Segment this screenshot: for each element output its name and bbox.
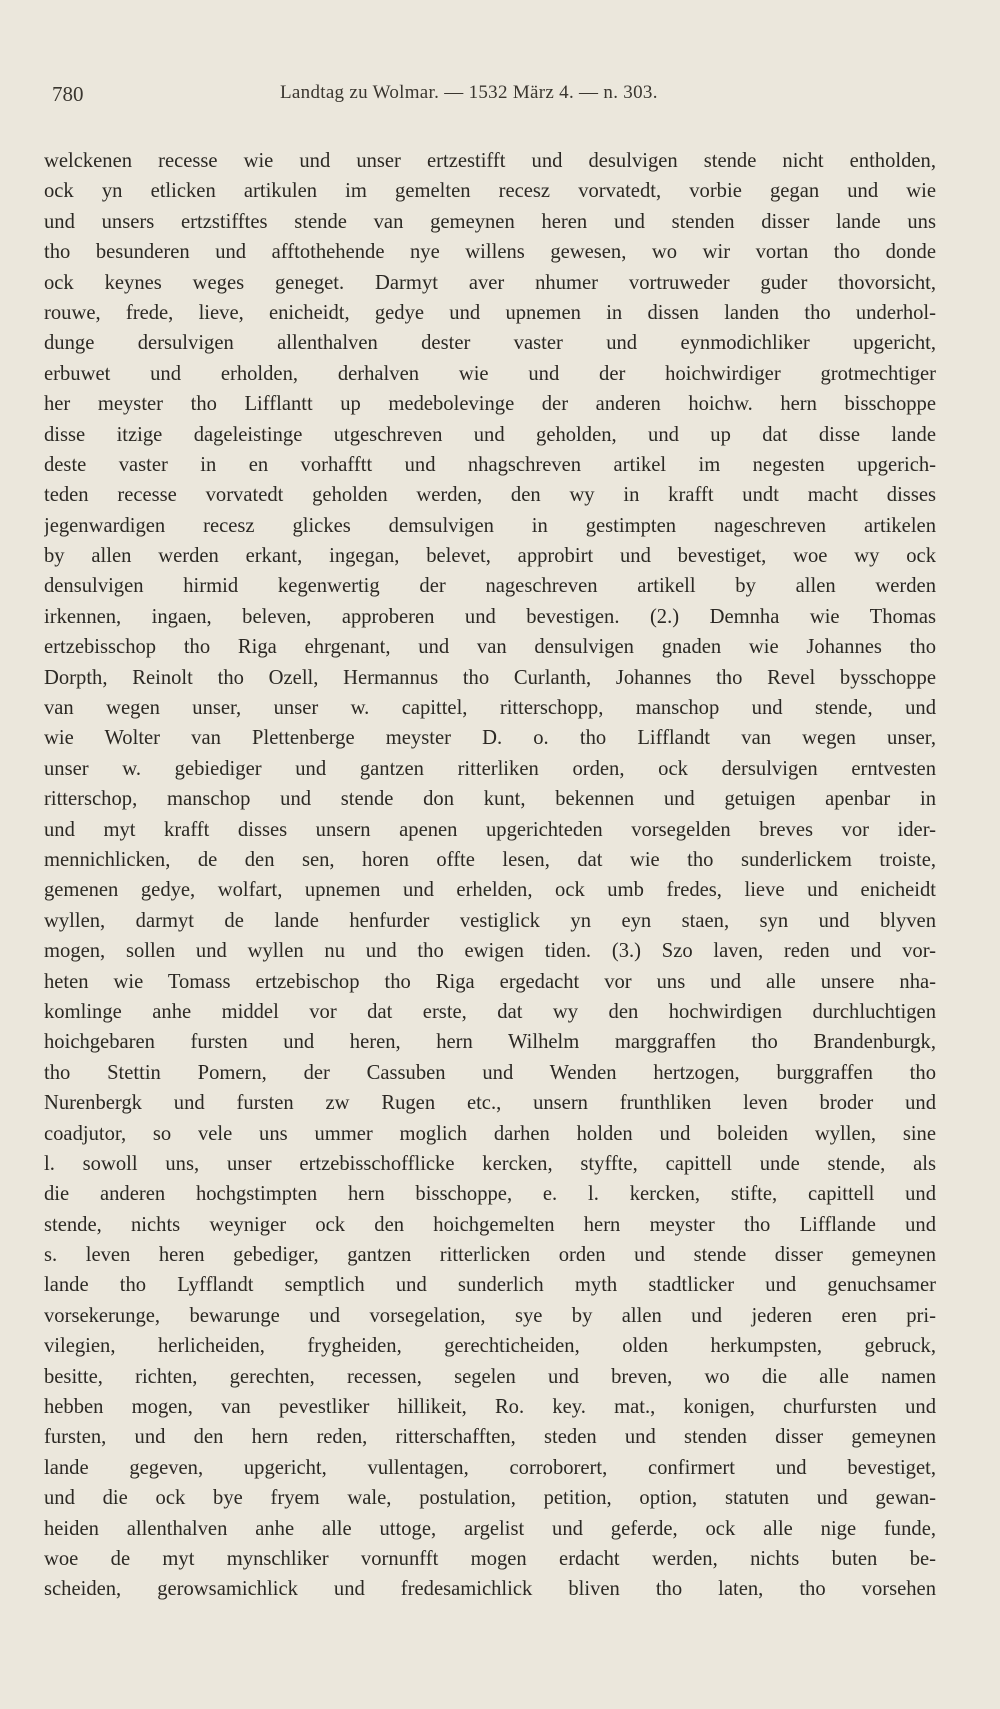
text-line: lande gegeven, upgericht, vullentagen, corroborert, confirmert und bevestiget, bbox=[44, 1456, 936, 1479]
text-line: s. leven heren gebediger, gantzen ritterlicken orden und stende disser gemeynen bbox=[44, 1244, 936, 1267]
text-line: hoichgebaren fursten und heren, hern Wilhelm marggraffen tho Brandenburgk, bbox=[44, 1031, 936, 1054]
text-line: die anderen hochgstimpten hern bisschoppe, e. l. kercken, stifte, capittell und bbox=[44, 1183, 936, 1206]
text-line: irkennen, ingaen, beleven, approberen und bevestigen. (2.) Demnha wie Thomas bbox=[44, 605, 936, 628]
text-line: und myt krafft disses unsern apenen upgerichteden vorsegelden breves vor ider- bbox=[44, 818, 936, 841]
text-line: ock yn etlicken artikulen im gemelten recesz vorvatedt, vorbie gegan und wie bbox=[44, 180, 936, 203]
text-line: unser w. gebiediger und gantzen ritterliken orden, ock dersulvigen erntvesten bbox=[44, 757, 936, 780]
text-line: hebben mogen, van pevestliker hillikeit, Ro. key. mat., konigen, churfursten und bbox=[44, 1396, 936, 1419]
text-line: tho Stettin Pomern, der Cassuben und Wenden hertzogen, burggraffen tho bbox=[44, 1061, 936, 1084]
text-line: lande tho Lyfflandt semptlich und sunderlich myth stadtlicker und genuchsamer bbox=[44, 1274, 936, 1297]
text-line: vorsekerunge, bewarunge und vorsegelation, sye by allen und jederen eren pri- bbox=[44, 1304, 936, 1327]
text-line: teden recesse vorvatedt geholden werden, den wy in krafft undt macht disses bbox=[44, 484, 936, 507]
text-line: und unsers ertzstifftes stende van gemeynen heren und stenden disser lande uns bbox=[44, 210, 936, 233]
text-line: wie Wolter van Plettenberge meyster D. o. tho Lifflandt van wegen unser, bbox=[44, 727, 936, 750]
text-line: gemenen gedye, wolfart, upnemen und erhelden, ock umb fredes, lieve und enicheidt bbox=[44, 879, 936, 902]
text-line: welckenen recesse wie und unser ertzestifft und desulvigen stende nicht entholden, bbox=[44, 150, 936, 172]
text-line: mogen, sollen und wyllen nu und tho ewigen tiden. (3.) Szo laven, reden und vor- bbox=[44, 940, 936, 963]
text-line: wyllen, darmyt de lande henfurder vestiglick yn eyn staen, syn und blyven bbox=[44, 909, 936, 932]
text-line: ertzebisschop tho Riga ehrgenant, und van densulvigen gnaden wie Johannes tho bbox=[44, 636, 936, 659]
text-line: densulvigen hirmid kegenwertig der nageschreven artikell by allen werden bbox=[44, 575, 936, 598]
text-line: heten wie Tomass ertzebischop tho Riga ergedacht vor uns und alle unsere nha- bbox=[44, 970, 936, 993]
text-line: mennichlicken, de den sen, horen offte lesen, dat wie tho sunderlickem troiste, bbox=[44, 848, 936, 871]
page-number: 780 bbox=[52, 82, 84, 106]
running-head: Landtag zu Wolmar. — 1532 März 4. — n. 303. bbox=[280, 82, 658, 103]
text-line: woe de myt mynschliker vornunfft mogen erdacht werden, nichts buten be- bbox=[44, 1547, 936, 1570]
text-line: Dorpth, Reinolt tho Ozell, Hermannus tho Curlanth, Johannes tho Revel bysschoppe bbox=[44, 666, 936, 689]
text-line: rouwe, frede, lieve, enicheidt, gedye und upnemen in dissen landen tho underhol- bbox=[44, 301, 936, 324]
text-line: erbuwet und erholden, derhalven wie und der hoichwirdiger grotmechtiger bbox=[44, 362, 936, 385]
text-line: besitte, richten, gerechten, recessen, segelen und breven, wo die alle namen bbox=[44, 1365, 936, 1388]
text-line: fursten, und den hern reden, ritterschafften, steden und stenden disser gemeynen bbox=[44, 1426, 936, 1449]
text-line: scheiden, gerowsamichlick und fredesamichlick bliven tho laten, tho vorsehen bbox=[44, 1578, 936, 1601]
text-line: vilegien, herlicheiden, frygheiden, gerechticheiden, olden herkumpsten, gebruck, bbox=[44, 1335, 936, 1358]
text-line: l. sowoll uns, unser ertzebisschofflicke kercken, styffte, capittell unde stende, als bbox=[44, 1152, 936, 1175]
text-line: komlinge anhe middel vor dat erste, dat wy den hochwirdigen durchluchtigen bbox=[44, 1000, 936, 1023]
body-text bbox=[44, 146, 936, 1605]
text-line: deste vaster in en vorhafftt und nhagschreven artikel im negesten upgerich- bbox=[44, 453, 936, 476]
text-line: ock keynes weges geneget. Darmyt aver nhumer vortruweder guder thovorsicht, bbox=[44, 271, 936, 294]
text-line: heiden allenthalven anhe alle uttoge, argelist und geferde, ock alle nige funde, bbox=[44, 1517, 936, 1540]
text-line: disse itzige dageleistinge utgeschreven und geholden, und up dat disse lande bbox=[44, 423, 936, 446]
text-line: Nurenbergk und fursten zw Rugen etc., unsern frunthliken leven broder und bbox=[44, 1092, 936, 1115]
text-line: van wegen unser, unser w. capittel, ritterschopp, manschop und stende, und bbox=[44, 697, 936, 720]
text-line: und die ock bye fryem wale, postulation, petition, option, statuten und gewan- bbox=[44, 1487, 936, 1510]
text-line: coadjutor, so vele uns ummer moglich darhen holden und boleiden wyllen, sine bbox=[44, 1122, 936, 1145]
text-line: jegenwardigen recesz glickes demsulvigen in gestimpten nageschreven artikelen bbox=[44, 514, 936, 537]
page-header bbox=[52, 82, 942, 112]
text-line: her meyster tho Lifflantt up medebolevinge der anderen hoichw. hern bisschoppe bbox=[44, 393, 936, 416]
text-line: stende, nichts weyniger ock den hoichgemelten hern meyster tho Lifflande und bbox=[44, 1213, 936, 1236]
text-line: dunge dersulvigen allenthalven dester vaster und eynmodichliker upgericht, bbox=[44, 332, 936, 355]
text-line: by allen werden erkant, ingegan, belevet, approbirt und bevestiget, woe wy ock bbox=[44, 545, 936, 568]
text-line: ritterschop, manschop und stende don kunt, bekennen und getuigen apenbar in bbox=[44, 788, 936, 811]
text-line: tho besunderen und afftothehende nye willens gewesen, wo wir vortan tho donde bbox=[44, 241, 936, 264]
